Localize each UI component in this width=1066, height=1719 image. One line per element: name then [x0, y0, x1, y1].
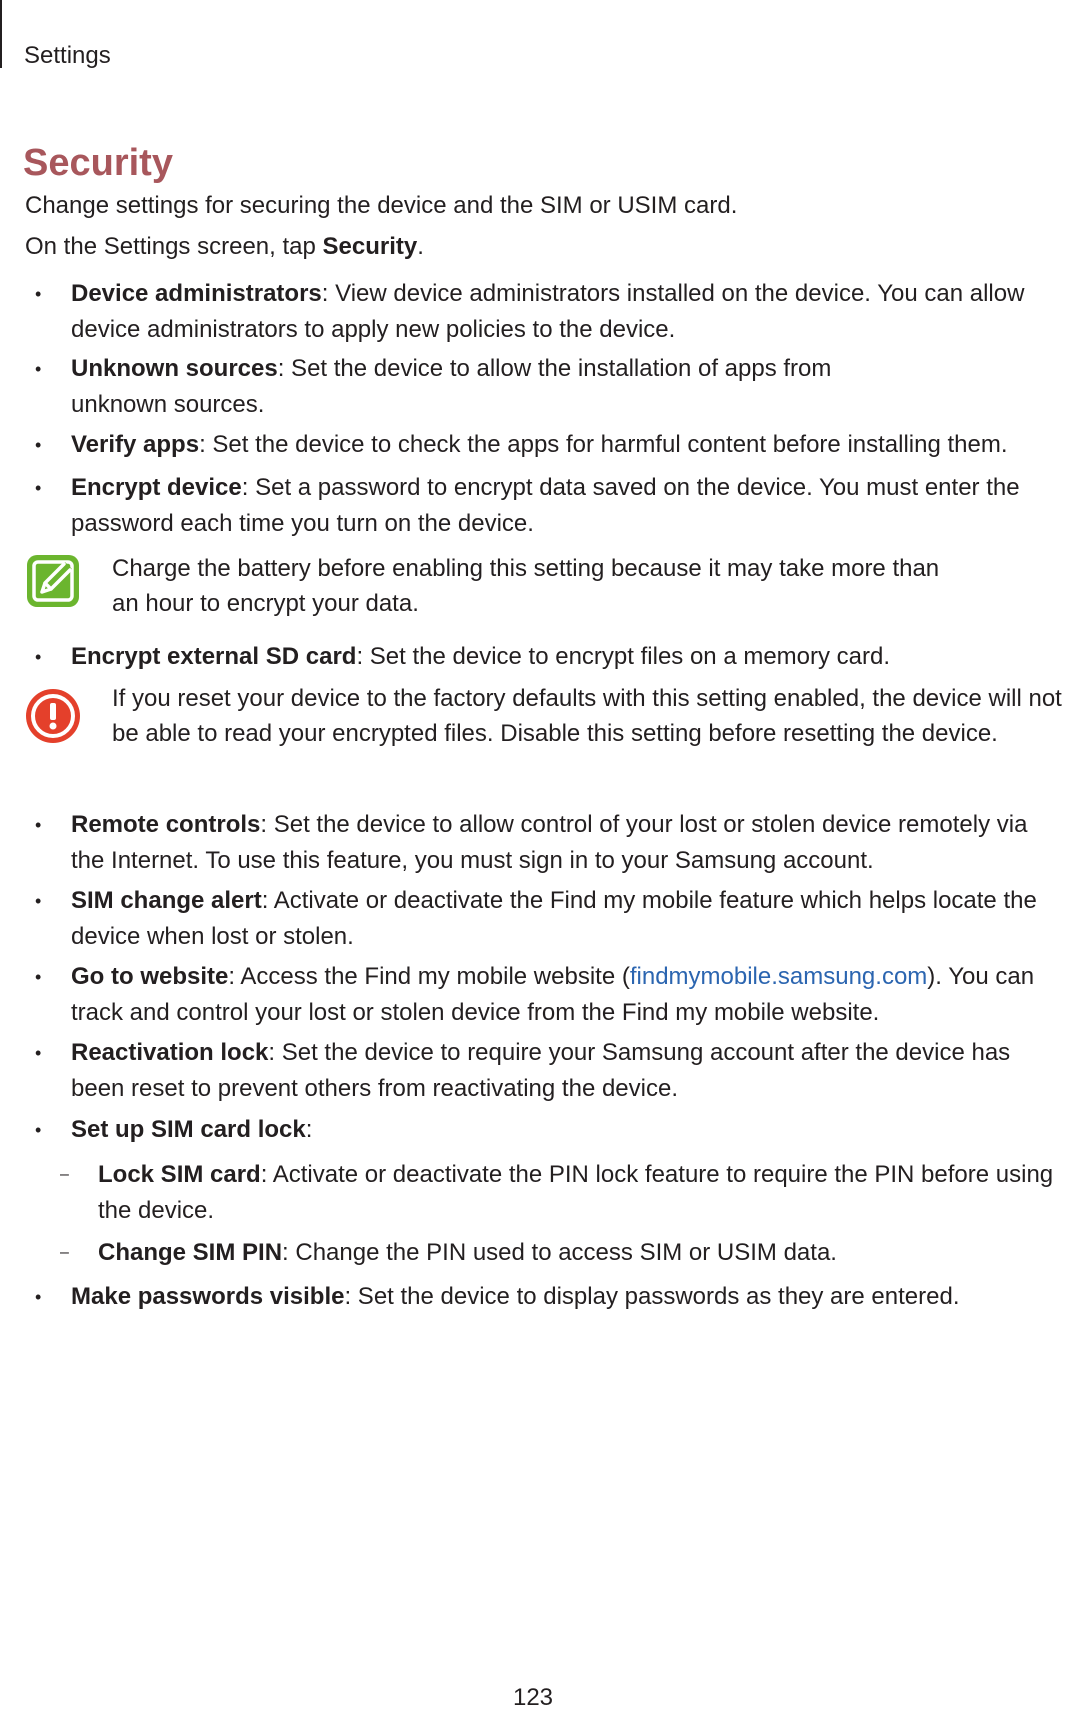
list-item-text — [71, 639, 1065, 675]
item-desc-continued: ). You can track and control your lost or stolen device from the Find my mobile website. — [71, 963, 1035, 1026]
item-desc: : — [305, 1116, 313, 1143]
item-desc: : Activate or deactivate the Find my mobile feature which helps locate the device when lost or stolen. — [71, 887, 1037, 950]
note-text: If you reset your device to the factory defaults with this setting enabled, the device will not be able to read your encrypted files. Disable this setting before resetting the device. — [112, 685, 1062, 747]
sub-item-dash: – — [60, 1244, 69, 1261]
list-item-text — [71, 1112, 1065, 1148]
intro-line-2-term: Security — [322, 233, 418, 260]
page-number: 123 — [512, 1684, 554, 1711]
list-item-text — [71, 470, 1065, 542]
list-item-text — [71, 1279, 1065, 1315]
item-desc: : Set the device to encrypt files on a memory card. — [356, 643, 891, 670]
item-term: Set up SIM card lock — [71, 1116, 306, 1143]
list-item-text — [71, 1035, 1065, 1107]
item-desc: : Access the Find my mobile website ( — [228, 963, 630, 990]
sub-item-dash: – — [60, 1166, 69, 1183]
item-term: Encrypt device — [71, 474, 242, 501]
item-desc: : Set a password to encrypt data saved on the device. You must enter the password each time you turn on the device. — [71, 474, 1020, 537]
findmymobile-link[interactable]: findmymobile.samsung.com — [629, 963, 928, 990]
note-text: Charge the battery before enabling this setting because it may take more than an hour to encrypt your data. — [112, 555, 940, 617]
item-desc: : View device administrators installed on the device. You can allow device administrators to apply new policies to the device. — [71, 280, 1025, 343]
sub-item-text — [98, 1157, 1065, 1229]
bullet-dot: • — [35, 478, 42, 498]
bullet-dot: • — [35, 284, 42, 304]
header-section: Settings — [24, 42, 111, 69]
bullet-dot: • — [35, 359, 42, 379]
item-term: Reactivation lock — [71, 1039, 269, 1066]
intro-line-2 — [25, 230, 424, 264]
bullet-dot: • — [35, 1287, 42, 1307]
bullet-dot: • — [35, 435, 42, 455]
header-rule — [0, 0, 2, 68]
item-term: Remote controls — [71, 811, 261, 838]
bullet-dot: • — [35, 815, 42, 835]
item-desc: : Activate or deactivate the PIN lock feature to require the PIN before using the device. — [98, 1161, 1054, 1224]
item-desc: : Set the device to check the apps for harmful content before installing them. — [199, 431, 1008, 458]
item-desc: : Set the device to display passwords as they are entered. — [344, 1283, 960, 1310]
item-term: Unknown sources — [71, 355, 278, 382]
caution-icon — [25, 687, 83, 745]
item-desc: : Change the PIN used to access SIM or USIM data. — [282, 1239, 837, 1266]
note-pencil-icon — [25, 551, 83, 609]
item-desc: : Set the device to allow the installation of apps from unknown sources. — [71, 355, 832, 418]
page-title: Security — [23, 142, 173, 184]
bullet-dot: • — [35, 1043, 42, 1063]
item-term: Lock SIM card — [98, 1161, 261, 1188]
intro-line-2-pre: On the Settings screen, tap — [25, 233, 323, 260]
bullet-dot: • — [35, 967, 42, 987]
intro-line-1: Change settings for securing the device and the SIM or USIM card. — [25, 192, 738, 219]
list-item-text — [71, 807, 1065, 879]
item-desc: : Set the device to require your Samsung account after the device has been reset to prevent others from reactivating the device. — [71, 1039, 1011, 1102]
item-desc: : Set the device to allow control of your lost or stolen device remotely via the Internet. To use this feature, you must sign in to your Samsung account. — [71, 811, 1028, 874]
item-term: Go to website — [71, 963, 229, 990]
bullet-dot: • — [35, 647, 42, 667]
item-term: Make passwords visible — [71, 1283, 345, 1310]
bullet-dot: • — [35, 1120, 42, 1140]
item-term: Verify apps — [71, 431, 200, 458]
list-item-text — [71, 351, 925, 423]
item-term: Device administrators — [71, 280, 322, 307]
sub-item-text — [98, 1235, 1065, 1271]
list-item-text — [71, 427, 1065, 463]
list-item-text — [71, 883, 1065, 955]
item-term: Encrypt external SD card — [71, 643, 357, 670]
item-term: Change SIM PIN — [98, 1239, 283, 1266]
intro-line-2-post: . — [417, 233, 424, 260]
bullet-dot: • — [35, 891, 42, 911]
list-item-text — [71, 276, 1065, 348]
list-item-text — [71, 959, 1065, 1031]
item-term: SIM change alert — [71, 887, 262, 914]
